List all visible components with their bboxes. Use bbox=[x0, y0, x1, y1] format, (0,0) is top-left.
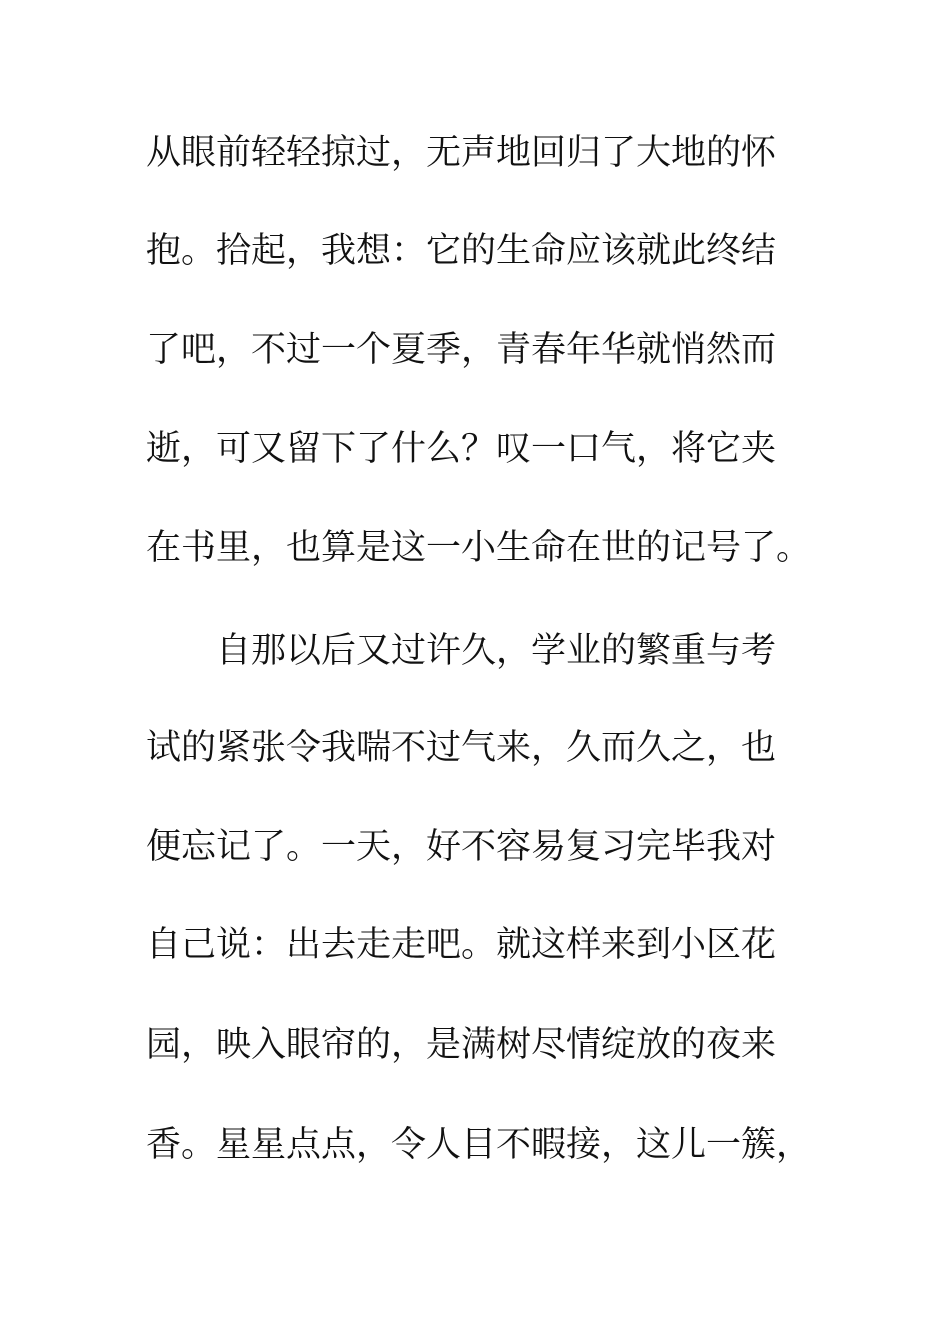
text-line: 香。星星点点，令人目不暇接，这儿一簇， bbox=[146, 1125, 812, 1165]
text-line: 从眼前轻轻掠过，无声地回归了大地的怀 bbox=[146, 133, 777, 173]
text-line: 抱。拾起，我想：它的生命应该就此终结 bbox=[146, 231, 777, 271]
text-line: 园，映入眼帘的，是满树尽情绽放的夜来 bbox=[146, 1025, 777, 1065]
text-line: 逝，可又留下了什么？叹一口气，将它夹 bbox=[146, 429, 777, 469]
paragraph-first-line: 自那以后又过许久，学业的繁重与考 bbox=[216, 631, 777, 671]
text-line: 了吧，不过一个夏季，青春年华就悄然而 bbox=[146, 330, 777, 370]
text-line: 自己说：出去走走吧。就这样来到小区花 bbox=[146, 925, 777, 965]
text-line: 试的紧张令我喘不过气来，久而久之，也 bbox=[146, 728, 777, 768]
text-line: 在书里，也算是这一小生命在世的记号了。 bbox=[146, 528, 812, 568]
text-line: 便忘记了。一天，好不容易复习完毕我对 bbox=[146, 827, 777, 867]
